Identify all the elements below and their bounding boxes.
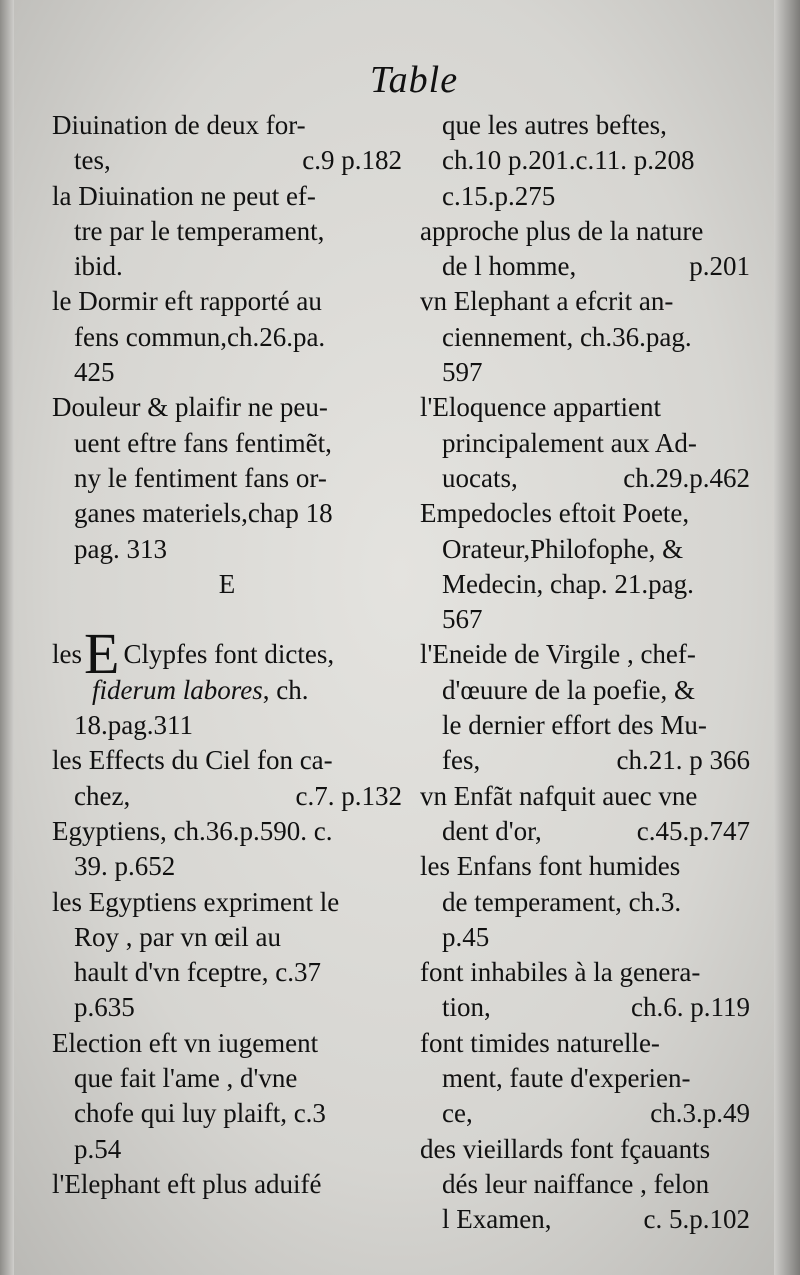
page-gutter-shadow [0,0,14,1275]
index-line [420,743,750,778]
index-line: 597 [442,357,483,388]
index-line: que fait l'ame , d'vne [74,1063,298,1094]
index-line: d'œuure de la poefie, & [442,674,696,705]
index-line: Egyptiens, ch.36.p.590. c. [52,815,333,846]
page-edge-shadow [774,0,800,1275]
index-line: Orateur,Philofophe, & [442,533,684,564]
entry-text: ce, [442,1098,473,1129]
index-line: que les autres beftes, [442,110,667,140]
index-line: vn Enfãt nafquit auec vne [420,780,698,811]
index-line: Douleur & plaifir ne peu- [52,392,328,423]
page-reference: p.201 [689,251,750,282]
index-line: l'Eloquence appartient [420,392,662,423]
index-line: 18.pag.311 [74,710,193,741]
index-line: ganes materiels,chap 18 [74,498,333,529]
index-line [52,673,402,708]
index-line: 567 [442,604,483,635]
drop-capital: E [84,621,120,687]
index-line: dés leur naiffance , felon [442,1168,710,1199]
page-reference: c.9 p.182 [302,145,402,176]
index-line: uent eftre fans fentimẽt, [74,427,332,458]
index-line: ny le fentiment fans or- [74,462,327,493]
index-line [420,1202,750,1237]
index-line: 39. p.652 [74,851,176,882]
entry-text: tes, [74,145,111,176]
index-line: des vieillards font fçauants [420,1133,711,1164]
index-line: l'Elephant eft plus aduifé [52,1168,322,1199]
index-line: le Dormir eft rapporté au [52,286,322,317]
entry-prefix: les [52,639,82,670]
index-column-left [52,108,402,1202]
index-line [420,249,750,284]
page-reference: ch.3.p.49 [650,1098,750,1129]
index-line: le dernier effort des Mu- [442,710,707,741]
index-line: ibid. [74,251,123,282]
index-line: vn Elephant a efcrit an- [420,286,674,317]
index-line: p.45 [442,921,490,952]
page-reference: c. 5.p.102 [643,1204,750,1235]
page-reference: c.45.p.747 [636,815,750,846]
index-line: fens commun,ch.26.pa. [74,321,326,352]
index-line: ch.10 p.201.c.11. p.208 [442,145,695,176]
index-line: principalement aux Ad- [442,427,697,458]
index-line: les Egyptiens expriment le [52,886,340,917]
index-line: la Diuination ne peut ef- [52,180,316,211]
index-line: tre par le temperament, [74,215,325,246]
entry-text: fes, [442,745,481,776]
index-line: c.15.p.275 [442,180,556,211]
index-line [420,1096,750,1131]
index-line [420,461,750,496]
running-header: Table [370,59,459,101]
entry-text: de l homme, [442,251,577,282]
index-line: de temperament, ch.3. [442,886,682,917]
index-line: font inhabiles à la genera- [420,957,701,988]
index-line: pag. 313 [74,533,167,564]
index-column-right [420,108,750,1238]
index-line: les Effects du Ciel fon ca- [52,745,333,776]
index-line: p.635 [74,992,135,1023]
index-line: Medecin, chap. 21.pag. [442,568,694,599]
index-line: Roy , par vn œil au [74,921,281,952]
entry-text: , ch. [262,674,309,705]
index-line: 425 [74,357,115,388]
entry-text: Clypfes font dictes, [123,639,335,670]
index-line: ciennement, ch.36.pag. [442,321,692,352]
index-line [52,621,402,687]
index-line: font timides naturelle- [420,1027,660,1058]
page-reference: ch.6. p.119 [631,992,750,1023]
index-line: approche plus de la nature [420,215,704,246]
index-line: Election eft vn iugement [52,1027,319,1058]
entry-text: tion, [442,992,491,1023]
index-line [420,990,750,1025]
index-line [52,143,402,178]
index-line: chofe qui luy plaift, c.3 [74,1098,326,1129]
index-line [420,814,750,849]
entry-text: l Examen, [442,1204,552,1235]
index-line: l'Eneide de Virgile , chef- [420,639,696,670]
page-reference: ch.29.p.462 [623,462,750,493]
entry-text: uocats, [442,462,518,493]
index-line [52,779,402,814]
page-reference: c.7. p.132 [295,780,402,811]
latin-phrase: fiderum labores [92,674,263,705]
index-line: Empedocles eftoit Poete, [420,498,690,529]
section-letter: E [218,568,236,599]
index-line: Diuination de deux for- [52,110,306,140]
entry-text: chez, [74,780,131,811]
index-line: ment, faute d'experien- [442,1063,691,1094]
entry-text: dent d'or, [442,815,542,846]
index-line: hault d'vn fceptre, c.37 [74,957,322,988]
index-line: les Enfans font humides [420,851,681,882]
page-reference: ch.21. p 366 [616,745,750,776]
index-line: p.54 [74,1133,122,1164]
